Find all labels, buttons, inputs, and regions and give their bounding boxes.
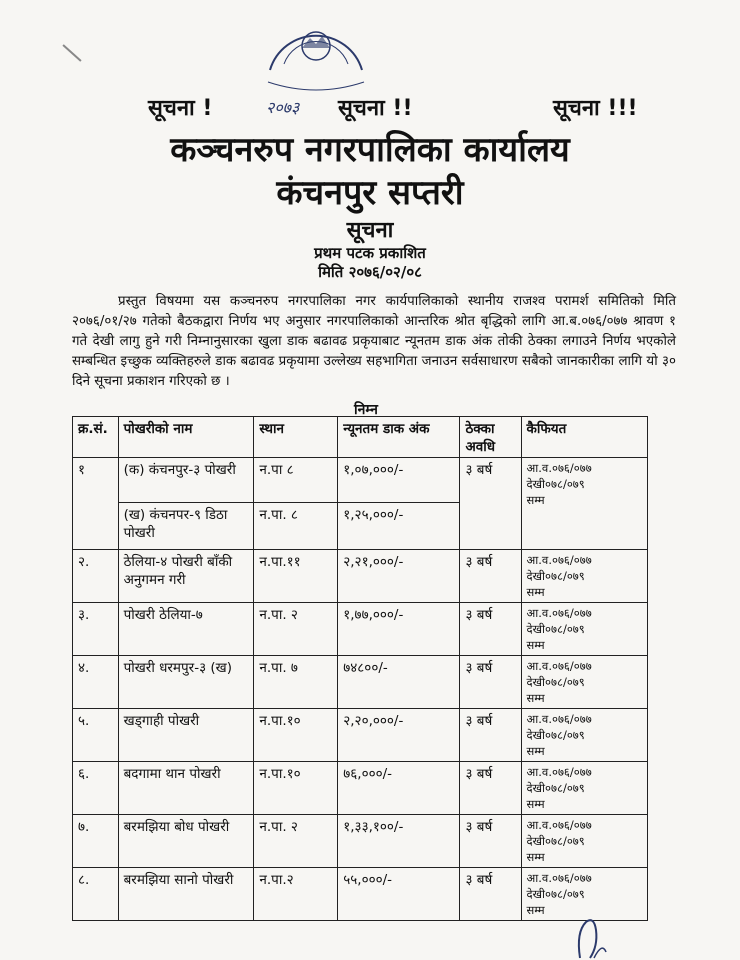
cell-remarks — [521, 550, 647, 603]
place-title: कंचनपुर सप्तरी — [276, 173, 464, 213]
cell-name: खड्गाही पोखरी — [118, 709, 254, 762]
table-row — [73, 815, 648, 868]
seal-year: २०७३ — [266, 98, 300, 117]
scan-mark — [62, 44, 81, 62]
notice-paragraph: प्रस्तुत विषयमा यस कञ्चनरुप नगरपालिका नगर कार्यपालिकाको स्थानीय राजश्व परामर्श समितिको मिति २०७६/०१/२७ गतेको बैठकद्वारा निर्णय भए अनुसार नगरपालिकाको आन्तरिक श्रोत बृद्धिको लागि आ.ब.०७६/०७७ श्रावण १ गते देखी लागु हुने गरी निम्नानुसारका खुला डाक बढावढ प्रकृयाबाट न्यूनतम डाक अंक तोकी ठेक्का लगाउने निर्णय भएकोले सम्बन्धित इच्छुक व्यक्तिहरुले डाक बढावढ प्रकृयामा उल्लेख्य सहभागिता जनाउन सर्वसाधारण सबैको जानकारीका लागि यो ३० दिने सूचना प्रकाशन गरिएको छ । — [72, 294, 676, 389]
cell-duration: ३ बर्ष — [460, 868, 521, 921]
cell-amount: १,३३,१००/- — [338, 815, 460, 868]
cell-name: पोखरी ठेलिया-७ — [118, 603, 254, 656]
cell-duration: ३ बर्ष — [460, 815, 521, 868]
cell-remarks — [521, 762, 647, 815]
remark-line-3: सम्म — [526, 691, 545, 705]
publication-line: प्रथम पटक प्रकाशित — [314, 244, 426, 262]
cell-location: न.पा.११ — [254, 550, 338, 603]
table-header-row — [73, 417, 648, 458]
cell-duration: ३ बर्ष — [460, 656, 521, 709]
remark-line-3: सम्म — [526, 744, 545, 758]
header-name: पोखरीको नाम — [118, 417, 254, 458]
cell-location: न.पा. २ — [254, 815, 338, 868]
header-sn: क्र.सं. — [73, 417, 119, 458]
cell-name: पोखरी धरमपुर-३ (ख) — [118, 656, 254, 709]
remark-line-1: आ.व.०७६/०७७ — [526, 553, 592, 567]
cell-sn: ५. — [73, 709, 119, 762]
cell-sn: १ — [73, 458, 119, 550]
cell-name: बदगामा थान पोखरी — [118, 762, 254, 815]
signature-mark — [572, 912, 612, 960]
cell-sn: ६. — [73, 762, 119, 815]
notice-subheading: सूचना — [346, 218, 394, 243]
remark-line-3: सम्म — [526, 638, 545, 652]
remark-line-3: सम्म — [526, 903, 545, 917]
remark-line-2: देखी०७८/०७९ — [526, 675, 585, 689]
office-title: कञ्चनरुप नगरपालिका कार्यालय — [170, 130, 570, 170]
cell-remarks — [521, 709, 647, 762]
cell-location: न.पा. ७ — [254, 656, 338, 709]
notice-label-1: सूचना ! — [148, 96, 213, 121]
cell-sn: ३. — [73, 603, 119, 656]
remark-line-3: सम्म — [526, 797, 545, 811]
cell-amount: १,०७,०००/- — [338, 458, 460, 503]
table-row — [73, 868, 648, 921]
municipality-seal — [258, 8, 374, 96]
remark-line-1: आ.व.०७६/०७७ — [526, 659, 592, 673]
remark-line-1: आ.व.०७६/०७७ — [526, 606, 592, 620]
remark-line-2: देखी०७८/०७९ — [526, 569, 585, 583]
remark-line-2: देखी०७८/०७९ — [526, 728, 585, 742]
cell-duration: ३ बर्ष — [460, 603, 521, 656]
cell-sn: ७. — [73, 815, 119, 868]
cell-remarks — [521, 656, 647, 709]
remark-line-2: देखी०७८/०७९ — [526, 887, 585, 901]
remark-line-2: देखी०७८/०७९ — [526, 622, 585, 636]
table-row — [73, 709, 648, 762]
cell-sn: ८. — [73, 868, 119, 921]
table-row — [73, 762, 648, 815]
table-row — [73, 603, 648, 656]
cell-duration: ३ बर्ष — [460, 458, 521, 550]
table-row — [73, 458, 648, 503]
ponds-table — [72, 416, 648, 921]
remark-line-3: सम्म — [526, 850, 545, 864]
header-location: स्थान — [254, 417, 338, 458]
remark-line-1: आ.व.०७६/०७७ — [526, 461, 592, 475]
cell-duration: ३ बर्ष — [460, 762, 521, 815]
header-remarks: कैफियत — [521, 417, 647, 458]
cell-duration: ३ बर्ष — [460, 709, 521, 762]
cell-name: बरमझिया सानो पोखरी — [118, 868, 254, 921]
remark-line-1: आ.व.०७६/०७७ — [526, 871, 592, 885]
remark-line-3: सम्म — [526, 493, 545, 507]
cell-location: न.पा.१० — [254, 762, 338, 815]
table-row — [73, 550, 648, 603]
cell-amount: ७४८००/- — [338, 656, 460, 709]
cell-amount: २,२१,०००/- — [338, 550, 460, 603]
remark-line-1: आ.व.०७६/०७७ — [526, 818, 592, 832]
cell-location: न.पा ८ — [254, 458, 338, 503]
cell-amount: १,७७,०००/- — [338, 603, 460, 656]
cell-amount: २,२०,०००/- — [338, 709, 460, 762]
header-amount: न्यूनतम डाक अंक — [338, 417, 460, 458]
cell-name: (ख) कंचनपर-९ डिठा पोखरी — [118, 503, 254, 550]
cell-sn: २. — [73, 550, 119, 603]
cell-amount: १,२५,०००/- — [338, 503, 460, 550]
remark-line-3: सम्म — [526, 585, 545, 599]
table-row — [73, 656, 648, 709]
cell-location: न.पा. ८ — [254, 503, 338, 550]
cell-remarks — [521, 458, 647, 550]
cell-remarks — [521, 815, 647, 868]
remark-line-1: आ.व.०७६/०७७ — [526, 712, 592, 726]
cell-location: न.पा.२ — [254, 868, 338, 921]
cell-name: बरमझिया बोध पोखरी — [118, 815, 254, 868]
cell-duration: ३ बर्ष — [460, 550, 521, 603]
remark-line-1: आ.व.०७६/०७७ — [526, 765, 592, 779]
remark-line-2: देखी०७८/०७९ — [526, 781, 585, 795]
notice-date: मिति २०७६/०२/०८ — [318, 263, 422, 281]
cell-location: न.पा.१० — [254, 709, 338, 762]
header-duration: ठेक्का अवधि — [460, 417, 521, 458]
cell-name: ठेलिया-४ पोखरी बाँकी अनुगमन गरी — [118, 550, 254, 603]
cell-name: (क) कंचनपुर-३ पोखरी — [118, 458, 254, 503]
table-caption: निम्न — [354, 402, 378, 418]
cell-sn: ४. — [73, 656, 119, 709]
cell-location: न.पा. २ — [254, 603, 338, 656]
notice-label-2: सूचना !! — [338, 96, 413, 121]
cell-amount: ५५,०००/- — [338, 868, 460, 921]
remark-line-2: देखी०७८/०७९ — [526, 834, 585, 848]
remark-line-2: देखी०७८/०७९ — [526, 477, 585, 491]
notice-label-3: सूचना !!! — [553, 96, 638, 121]
cell-remarks — [521, 603, 647, 656]
cell-amount: ७६,०००/- — [338, 762, 460, 815]
